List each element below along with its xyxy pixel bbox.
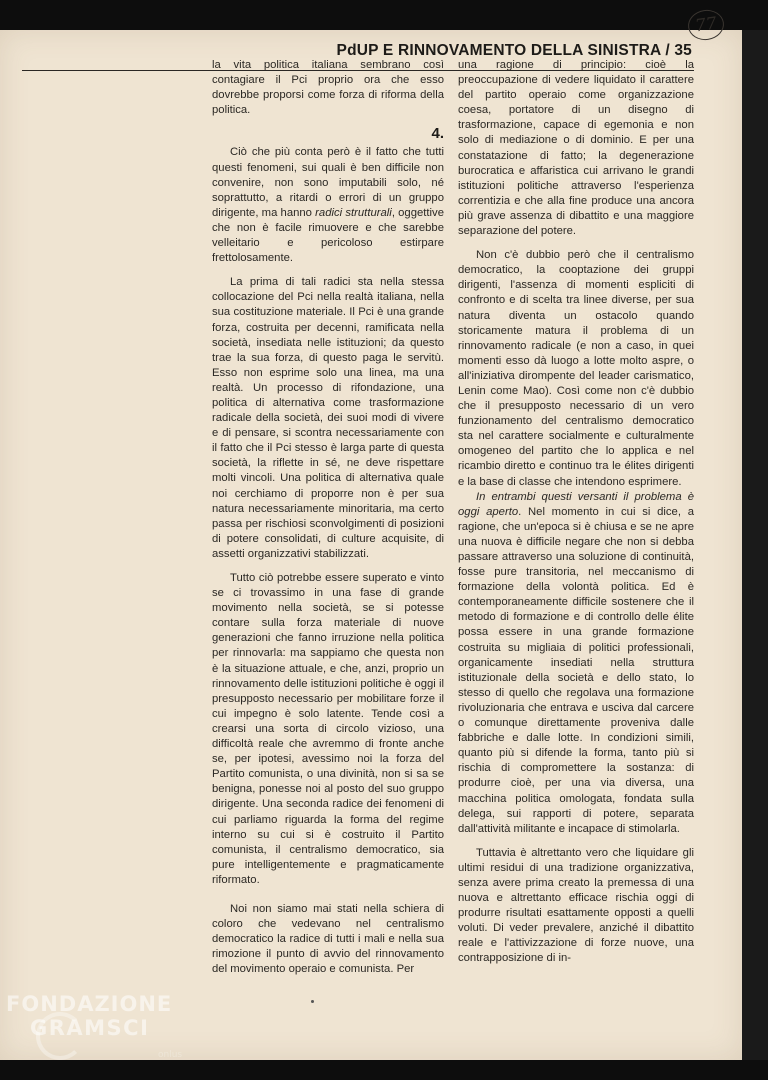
paragraph [212, 145, 444, 266]
watermark-line2: GRAMSCI [30, 1016, 150, 1040]
right-column [458, 58, 694, 967]
watermark-line1: FONDAZIONE [6, 992, 173, 1016]
page-edge-shadow [742, 30, 768, 1060]
running-header: PdUP E RINNOVAMENTO DELLA SINISTRA / 35 [336, 42, 692, 59]
left-column [212, 58, 444, 977]
paragraph: Tuttavia è altrettanto vero che liquidare gli ultimi residui di una tradizione organizzativa, senza avere prima creato la premessa di una nuova e altrettanto efficace rischia oggi di produrre risultati esattamente opposti a quelli voluti. Di veder prevalere, anziché il dibattito reale e l'attivizzazione di forze nuove, una contrapposizione di in- [458, 846, 694, 965]
archive-number-stamp: 77 [686, 8, 726, 43]
paragraph: una ragione di principio: cioè la preoccupazione di vedere liquidato il carattere del partito operaio come organizzazione coesa, portatore di un disegno di trasformazione, capace di egemonia e non solo di mediazione o di dominio. E per una constatazione di fatto; la degenerazione burocratica e affaristica cui arrivano le grandi istituzioni politiche attraverso l'esperienza correntizia e che alla fine produce una ancora più grave assenza di dibattito e una maggiore separazione del potere. [458, 59, 694, 238]
emphasis-text: In entrambi questi versanti il problema è oggi aperto [458, 490, 694, 518]
emphasis-text: radici strutturali [315, 206, 392, 219]
watermark-sub: onlus [158, 1050, 183, 1060]
paragraph: Noi non siamo mai stati nella schiera di coloro che vedevano nel centralismo democratico la radice di tutti i mali e nella sua rimozione il punto di avvio del rinnovamento del movimento operaio e comunista. Per [212, 902, 444, 976]
paragraph: Non c'è dubbio però che il centralismo democratico, la cooptazione dei gruppi dirigenti, l'assenza di momenti espliciti di confronto e di scelta tra linee diverse, per sua natura diventa un ostacolo quando storicamente matura il problema di un rinnovamento radicale (e non a caso, in quei momenti esso dà luogo a lotte molto aspre, o all'iniziativa dirompente del leader carismatico, Lenin come Mao). Così come non c'è dubbio che il presupposto necessario di un vero funzionamento del centralismo democratico sta nel carattere socialmente e culturalmente omogeneo del partito che lo applica e nel ricambio diretto e continuo tra le élites dirigenti e la base di classe che intendono esprimere. [458, 249, 694, 488]
text-run: . Nel momento in cui si dice, a ragione, che un'epoca si è chiusa e se ne apre una nuova è difficile negare che non si debba passare attraverso una soluzione di continuità, fosse pure transitoria, nel meccanismo di formazione della volontà politica. Ed è contemporaneamente difficile sostenere che il metodo di formazione e di controllo delle élite possa essere in una grande formazione costruita su migliaia di politici professionali, organicamente insediati nella struttura istituzionale della società e dello stato, lo stesso di quello che regolava una formazione rivoluzionaria che entrava e usciva dal carcere o comunque direttamente proveniva dalle fabbriche e dalle lotte. In condizioni simili, quanto più si difende la forma, tanto più si rischia di compromettere la sostanza: di produrre cioè, per una via diversa, una macchina politica omologata, fondata sulla delega, sui rapporti di potere, separata dall'attività militante e incapace di stimolarla. [458, 505, 694, 835]
text-run: Ciò che più conta però è il fatto che tutti questi fenomeni, sui quali è ben difficile non convenire, non sono imputabili solo, né soprattutto, a ritardi o errori di un gruppo dirigente, ma hanno [212, 146, 444, 219]
paragraph: la vita politica italiana sembrano così contagiare il Pci proprio ora che esso dovrebbe proporsi come forza di riforma della politica. [212, 59, 444, 117]
paragraph: La prima di tali radici sta nella stessa collocazione del Pci nella realtà italiana, nella sua costituzione materiale. Il Pci è una grande forza, costruita per decenni, ramificata nella società, insediata nelle istituzioni; da questo trae la sua forza, di questo paga le servitù. Esso non esprime solo una linea, ma una realtà. Un processo di rifondazione, una politica di alternativa come trasformazione radicale della società, dei suoi modi di vivere e di pensare, si scontra necessariamente con il fatto che il Pci stesso è larga parte di questa società, la riflette in sé, ne deve rispettare molti vincoli. Una politica di alternativa quale noi cerchiamo di proporre non è per sua natura necessariamente minoritaria, ma certo passa per rischiosi sconvolgimenti di posizioni di potere consolidati, di culture acquisite, di assetti organizzativi stabilizzati. [212, 276, 444, 560]
text-run: , oggettive che non è facile rimuovere e che sarebbe velleitario e pericoloso estirpare frettolosamente. [212, 206, 444, 265]
paragraph [458, 490, 694, 837]
ink-dot [311, 1000, 314, 1003]
section-number: 4. [431, 125, 444, 143]
paragraph: Tutto ciò potrebbe essere superato e vinto se ci trovassimo in una fase di grande movimento nella società, se si potesse contare sulla forza materiale di nuove generazioni che fanno irruzione nella politica per rinnovarla: ma sappiamo che questa non è la situazione attuale, e che, anzi, proprio un rinnovamento delle istituzioni politiche è oggi il presupposto necessario per mobilitare forze il cui impegno è solo latente. Tende così a crearsi una sorta di circolo vizioso, una difficoltà reale che avremmo di fronte anche se, per ipotesi, avessimo noi la forza del Partito comunista, o una divinità, non si sa se benigna, ponesse noi al posto del suo gruppo dirigente. Una seconda radice dei fenomeni di cui parliamo riguarda la forma del regime interno su cui si è costruito il Partito comunista, il centralismo democratico, sia pure intelligentemente e pragmaticamente riformato. [212, 572, 444, 886]
